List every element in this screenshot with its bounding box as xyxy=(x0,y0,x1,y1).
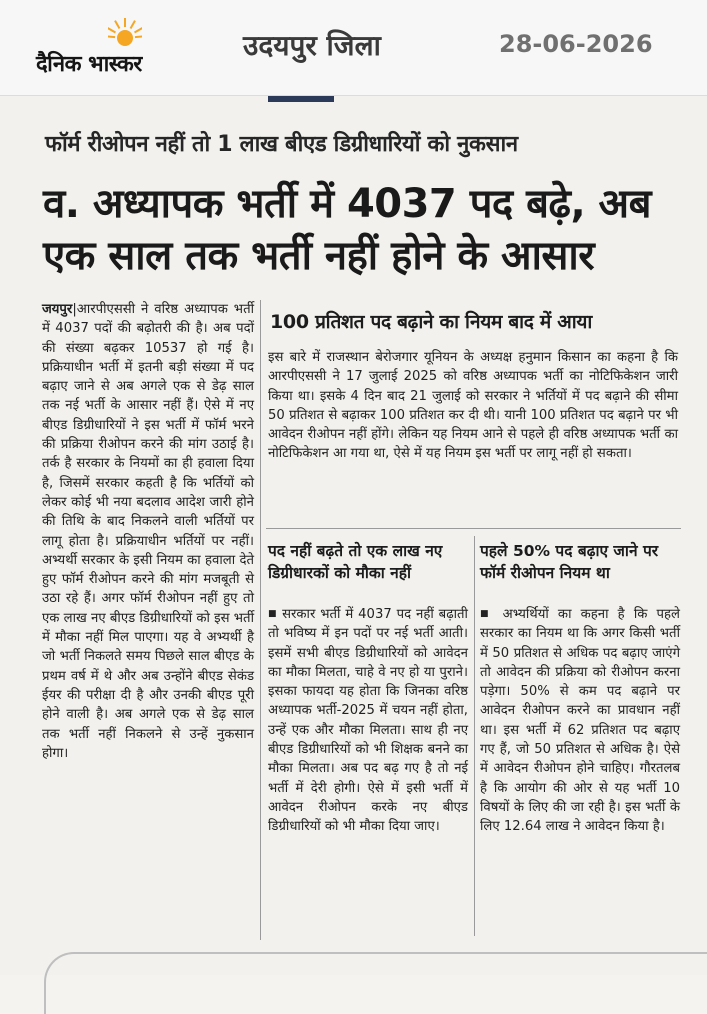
article-column-3 xyxy=(268,605,468,837)
article-kicker: फॉर्म रीओपन नहीं तो 1 लाख बीएड डिग्रीधारियों को नुकसान xyxy=(45,132,518,157)
column-divider xyxy=(260,300,261,940)
bullet-icon: ■ xyxy=(268,609,278,619)
edition-title: उदयपुर जिला xyxy=(243,29,381,62)
column-divider xyxy=(474,536,475,936)
cut-image-edge xyxy=(268,96,334,102)
bullet-icon: ■ xyxy=(480,609,494,619)
subheading-2: पद नहीं बढ़ते तो एक लाख नए डिग्रीधारकों को मौका नहीं xyxy=(268,542,443,582)
sun-burst-icon xyxy=(108,18,142,48)
article-column-4 xyxy=(480,605,680,837)
next-article-edge xyxy=(44,952,707,1014)
article-column-1 xyxy=(42,300,254,763)
article-headline: व. अध्यापक भर्ती में 4037 पद बढ़े, अब एक साल तक भर्ती नहीं होने के आसार xyxy=(43,181,651,279)
column-1-text: आरपीएससी ने वरिष्ठ अध्यापक भर्ती में 4037 पदों की बढ़ोतरी की है। अब पदों की संख्या बढ़कर 10537 हो गई है। प्रक्रियाधीन भर्ती में इतनी बड़ी संख्या में पद बढ़ाए जाने से अब अगले एक से डेढ़ साल तक नई भर्ती के आसार नहीं हैं। ऐसे में नए बीएड डिग्रीधारियों ने इस भर्ती में फॉर्म भरने की प्रक्रिया रीओपन करने की मांग उठाई है। तर्क है सरकार के नियमों का ही हवाला दिया है, जिसमें सरकार कहती है कि भर्तियों को लेकर कोई भी नया बदलाव आदेश जारी होने की तिथि के बाद निकलने वाली भर्तियों पर लागू होता है। प्रक्रियाधीन भर्तियों पर नहीं। अभ्यर्थी सरकार के इसी नियम का हवाला देते हुए फॉर्म रीओपन करने की मांग मजबूती से उठा रहे हैं। अगर फॉर्म रीओपन नहीं हुए तो एक लाख नए बीएड डिग्रीधारियों को इस भर्ती में मौका नहीं मिल पाएगा। यह वे अभ्यर्थी है जो भर्ती निकलते समय पिछले साल बीएड के प्रथम वर्ष में थे और अब उन्होंने बीएड सेकंड ईयर की परीक्षा दी है और उनकी बीएड पूरी होने वाली है। अब अगले एक से डेढ़ साल तक भर्ती नहीं निकलने से उन्हें नुकसान होगा। xyxy=(42,302,254,761)
column-3-text: सरकार भर्ती में 4037 पद नहीं बढ़ाती तो भविष्य में इन पदों पर नई भर्ती आती। इसमें सभी बीएड डिग्रीधारियों को आवेदन का मौका मिलता, चाहे वे नए हो या पुराने। इसका फायदा यह होता कि जिनका वरिष्ठ अध्यापक भर्ती-2025 में चयन नहीं होता, उन्हें एक और मौका मिलता। साथ ही नए बीएड डिग्रीधारियों को भी शिक्षक बनने का मौका मिलता। अब पद बढ़ गए है तो नई भर्ती में देरी होगी। ऐसे में इसी भर्ती में आवेदन रीओपन करके नए बीएड डिग्रीधारियों को भी मौका दिया जाए। xyxy=(268,607,468,835)
brand-name: दैनिक भास्कर xyxy=(36,52,142,77)
subheading-1: 100 प्रतिशत पद बढ़ाने का नियम बाद में आया xyxy=(270,311,593,333)
dateline: जयपुर xyxy=(42,302,73,317)
brand-logo[interactable] xyxy=(36,18,201,78)
section-divider xyxy=(266,528,681,529)
header-bar xyxy=(0,0,707,96)
article-column-2: इस बारे में राजस्थान बेरोजगार यूनियन के अध्यक्ष हनुमान किसान का कहना है कि आरपीएससी ने 17 जुलाई 2025 को वरिष्ठ अध्यापक भर्ती का नोटिफिकेशन जारी किया था। इसके 4 दिन बाद 21 जुलाई को सरकार ने भर्तियों में पद बढ़ाने की सीमा 50 प्रतिशत से बढ़ाकर 100 प्रतिशत कर दी थी। यानी 100 प्रतिशत पद बढ़ाने पर भी आवेदन रीओपन नहीं होंगे। लेकिन यह नियम आने से पहले ही वरिष्ठ अध्यापक भर्ती का नोटिफिकेशन आ गया था, ऐसे में यह नियम इस भर्ती पर लागू नहीं हो सकता। xyxy=(268,350,678,462)
column-4-text: अभ्यर्थियों का कहना है कि पहले सरकार का नियम था कि अगर किसी भर्ती में 50 प्रतिशत से अधिक पद बढ़ाए जाएंगे तो आवेदन की प्रक्रिया को रीओपन करना पड़ेगा। 50% से कम पद बढ़ाने पर आवेदन रीओपन करने का प्रावधान नहीं था। इस भर्ती में 62 प्रतिशत पद बढ़ाए गए हैं, जो 50 प्रतिशत से अधिक है। ऐसे में आवेदन रीओपन होने चाहिए। गौरतलब है कि आयोग की ओर से यह भर्ती 10 विषयों के लिए की जा रही है। इस भर्ती के लिए 12.64 लाख ने आवेदन किया है। xyxy=(480,607,680,835)
subheading-3: पहले 50% पद बढ़ाए जाने पर फॉर्म रीओपन नियम था xyxy=(480,542,659,582)
dateline-separator: | xyxy=(72,302,77,317)
edition-date: 28-06-2026 xyxy=(499,30,653,58)
